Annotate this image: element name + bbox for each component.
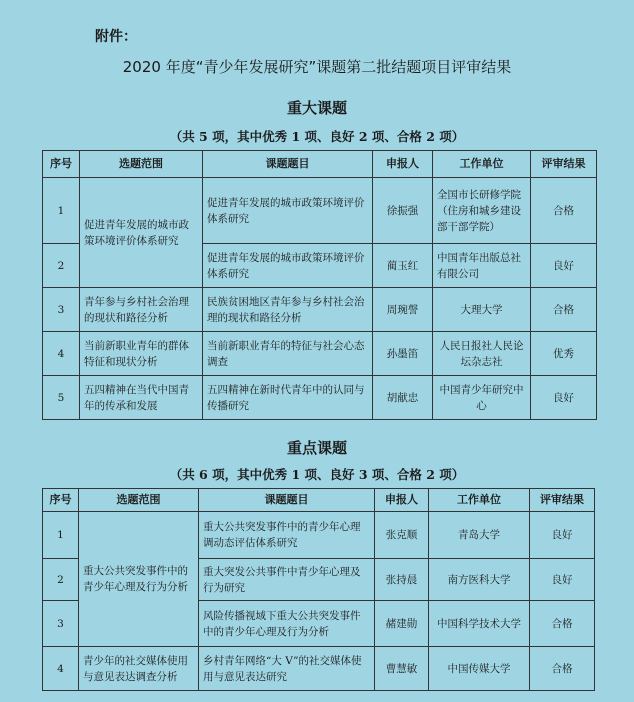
work-unit: 南方医科大学 [429,559,530,601]
review-result: 良好 [530,559,595,601]
header-cell: 序号 [43,489,79,512]
row-number: 4 [43,647,79,691]
topic-scope: 当前新职业青年的群体特征和现状分析 [80,332,203,376]
table-row [43,647,595,691]
applicant: 张持晨 [375,559,429,601]
row-number: 2 [43,559,79,601]
applicant: 蔺玉红 [373,244,433,288]
work-unit: 大理大学 [433,288,531,332]
header-cell: 课题题目 [203,151,373,178]
project-title: 乡村青年网络“大 V”的社交媒体使用与意见表达研究 [199,647,375,691]
row-number: 4 [43,332,80,376]
work-unit: 青岛大学 [429,512,530,559]
header-cell: 序号 [43,151,80,178]
header-cell: 申报人 [375,489,429,512]
applicant: 曹慧敏 [375,647,429,691]
applicant: 胡献忠 [373,376,433,420]
review-result: 合格 [531,178,597,244]
table-row [43,512,595,559]
work-unit: 人民日报社人民论坛杂志社 [433,332,531,376]
review-result: 良好 [530,512,595,559]
applicant: 赭建勋 [375,601,429,647]
section2-subtitle: （共 6 项，其中优秀 1 项、良好 3 项、合格 2 项） [169,467,465,482]
topic-scope: 青少年的社交媒体使用与意见表达调查分析 [79,647,199,691]
applicant: 周琬謦 [373,288,433,332]
header-cell: 选题范围 [79,489,199,512]
applicant: 张克顺 [375,512,429,559]
table-row [43,288,597,332]
work-unit: 中国青年出版总社有限公司 [433,244,531,288]
topic-scope: 促进青年发展的城市政策环境评价体系研究 [80,178,203,288]
attachment-label: 附件： [95,29,137,45]
row-number: 5 [43,376,80,420]
topic-scope: 青年参与乡村社会治理的现状和路径分析 [80,288,203,332]
row-number: 1 [43,178,80,244]
review-result: 合格 [530,647,595,691]
review-result: 良好 [531,244,597,288]
topic-scope: 重大公共突发事件中的青少年心理及行为分析 [79,512,199,647]
applicant: 孙墨笛 [373,332,433,376]
project-title: 风险传播视域下重大公共突发事件中的青少年心理及行为分析 [199,601,375,647]
work-unit: 中国传媒大学 [429,647,530,691]
project-title: 促进青年发展的城市政策环境评价体系研究 [203,178,373,244]
project-title: 民族贫困地区青年参与乡村社会治理的现状和路径分析 [203,288,373,332]
table-header-row [43,151,597,178]
header-cell: 工作单位 [433,151,531,178]
header-cell: 评审结果 [531,151,597,178]
project-title: 五四精神在新时代青年中的认同与传播研究 [203,376,373,420]
work-unit: 中国科学技术大学 [429,601,530,647]
header-cell: 工作单位 [429,489,530,512]
review-result: 良好 [531,376,597,420]
project-title: 重大公共突发事件中的青少年心理调动态评估体系研究 [199,512,375,559]
table-row [43,376,597,420]
row-number: 3 [43,601,79,647]
topic-scope: 五四精神在当代中国青年的传承和发展 [80,376,203,420]
row-number: 1 [43,512,79,559]
project-title: 当前新职业青年的特征与社会心态调查 [203,332,373,376]
document-title: 2020 年度“青少年发展研究”课题第二批结题项目评审结果 [122,58,512,76]
project-title: 重大突发公共事件中青少年心理及行为研究 [199,559,375,601]
section1-subtitle: （共 5 项，其中优秀 1 项、良好 2 项、合格 2 项） [169,129,465,144]
section2-title: 重点课题 [286,439,347,457]
header-cell: 申报人 [373,151,433,178]
major-projects-table [42,150,597,420]
applicant: 徐振强 [373,178,433,244]
header-cell: 评审结果 [530,489,595,512]
header-cell: 选题范围 [80,151,203,178]
header-cell: 课题题目 [199,489,375,512]
review-result: 合格 [530,601,595,647]
row-number: 2 [43,244,80,288]
work-unit: 全国市长研修学院（住房和城乡建设部干部学院） [433,178,531,244]
review-result: 合格 [531,288,597,332]
table-row [43,332,597,376]
key-projects-table [42,488,595,691]
row-number: 3 [43,288,80,332]
review-result: 优秀 [531,332,597,376]
work-unit: 中国青少年研究中心 [433,376,531,420]
table-row [43,178,597,244]
section1-title: 重大课题 [286,99,347,117]
project-title: 促进青年发展的城市政策环境评价体系研究 [203,244,373,288]
table-header-row [43,489,595,512]
